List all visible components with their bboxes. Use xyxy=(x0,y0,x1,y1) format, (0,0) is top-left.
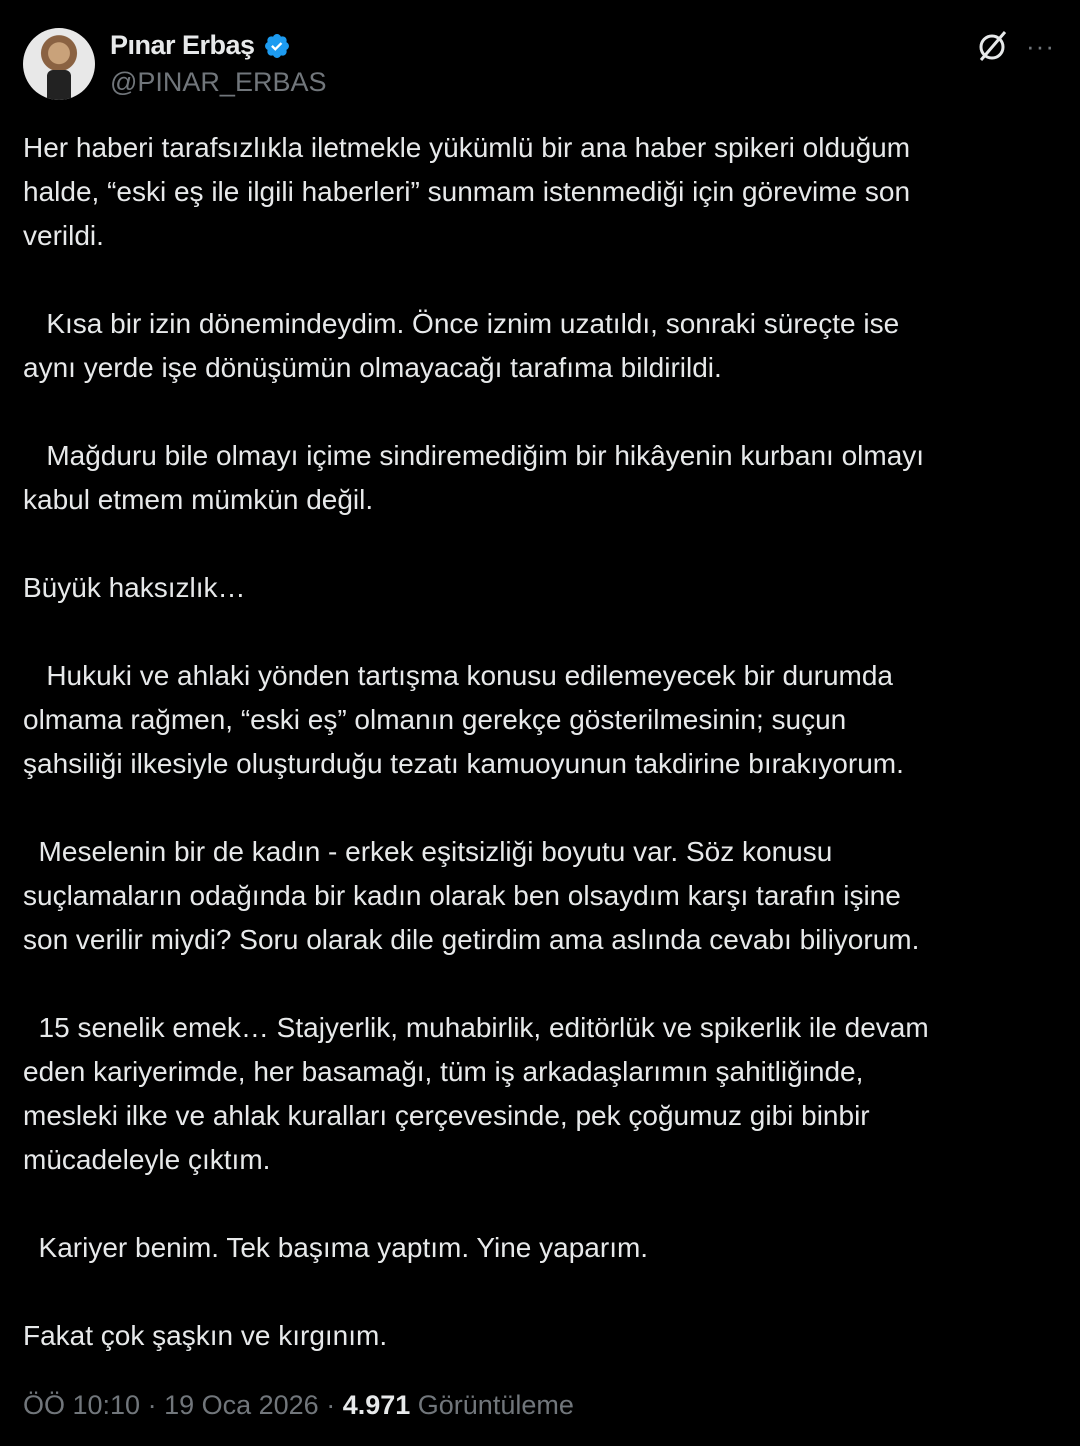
separator: · xyxy=(318,1390,343,1420)
tweet-text-line: verildi. xyxy=(23,220,104,251)
tweet-text-line: kabul etmem mümkün değil. xyxy=(23,484,374,515)
tweet-text-line: aynı yerde işe dönüşümün olmayacağı tarafıma bildirildi. xyxy=(23,352,722,383)
views-label: Görüntüleme xyxy=(410,1390,574,1420)
tweet-text-line: mesleki ilke ve ahlak kuralları çerçevesinde, pek çoğumuz gibi binbir xyxy=(23,1100,870,1131)
tweet-text-line: Fakat çok şaşkın ve kırgınım. xyxy=(23,1320,388,1351)
tweet-text-line: Büyük haksızlık… xyxy=(23,572,246,603)
tweet-text-line: şahsiliği ilkesiyle oluşturduğu tezatı kamuoyunun takdirine bırakıyorum. xyxy=(23,748,904,779)
blank-line xyxy=(23,390,929,434)
blank-line xyxy=(23,786,929,830)
tweet-text-line: suçlamaların odağında bir kadın olarak ben olsaydım karşı tarafın işine xyxy=(23,880,901,911)
grok-icon[interactable] xyxy=(975,28,1011,64)
blank-line xyxy=(23,610,929,654)
tweet-date[interactable]: 19 Oca 2026 xyxy=(164,1390,319,1420)
tweet-text-line: Mağduru bile olmayı içime sindiremediğim bir hikâyenin kurbanı olmayı xyxy=(23,440,925,471)
tweet-text-line: son verilir miydi? Soru olarak dile getirdim ama aslında cevabı biliyorum. xyxy=(23,924,920,955)
tweet-text-line: halde, “eski eş ile ilgili haberleri” sunmam istenmediği için görevime son xyxy=(23,176,911,207)
author-name[interactable]: Pınar Erbaş xyxy=(110,30,255,60)
tweet-text-line: mücadeleyle çıktım. xyxy=(23,1144,271,1175)
blank-line xyxy=(23,1270,929,1314)
blank-line xyxy=(23,962,929,1006)
tweet-text-line: Meselenin bir de kadın - erkek eşitsizliği boyutu var. Söz konusu xyxy=(23,836,833,867)
tweet-time[interactable]: ÖÖ 10:10 xyxy=(23,1390,141,1420)
view-count: 4.971 xyxy=(342,1390,411,1420)
blank-line xyxy=(23,258,929,302)
blank-line xyxy=(23,1182,929,1226)
tweet-meta xyxy=(23,1390,574,1421)
tweet-text-line: eden kariyerimde, her basamağı, tüm iş arkadaşlarımın şahitliğinde, xyxy=(23,1056,864,1087)
author-handle[interactable]: @PINAR_ERBAS xyxy=(110,67,327,97)
tweet-text-line: Her haberi tarafsızlıkla iletmekle yükümlü bir ana haber spikeri olduğum xyxy=(23,132,911,163)
blank-line xyxy=(23,522,929,566)
separator: · xyxy=(140,1390,165,1420)
tweet-text-line: olmama rağmen, “eski eş” olmanın gerekçe gösterilmesinin; suçun xyxy=(23,704,847,735)
tweet-text-line: Hukuki ve ahlaki yönden tartışma konusu edilemeyecek bir durumda xyxy=(23,660,893,691)
avatar[interactable] xyxy=(23,28,95,100)
tweet-text xyxy=(23,126,929,1358)
author-name-row[interactable] xyxy=(110,30,291,61)
tweet-text-line: 15 senelik emek… Stajyerlik, muhabirlik, editörlük ve spikerlik ile devam xyxy=(23,1012,929,1043)
tweet-text-line: Kısa bir izin dönemindeydim. Önce iznim uzatıldı, sonraki süreçte ise xyxy=(23,308,900,339)
tweet-text-line: Kariyer benim. Tek başıma yaptım. Yine yaparım. xyxy=(23,1232,649,1263)
verified-badge-icon xyxy=(263,32,291,60)
more-icon[interactable]: ··· xyxy=(1026,31,1055,61)
